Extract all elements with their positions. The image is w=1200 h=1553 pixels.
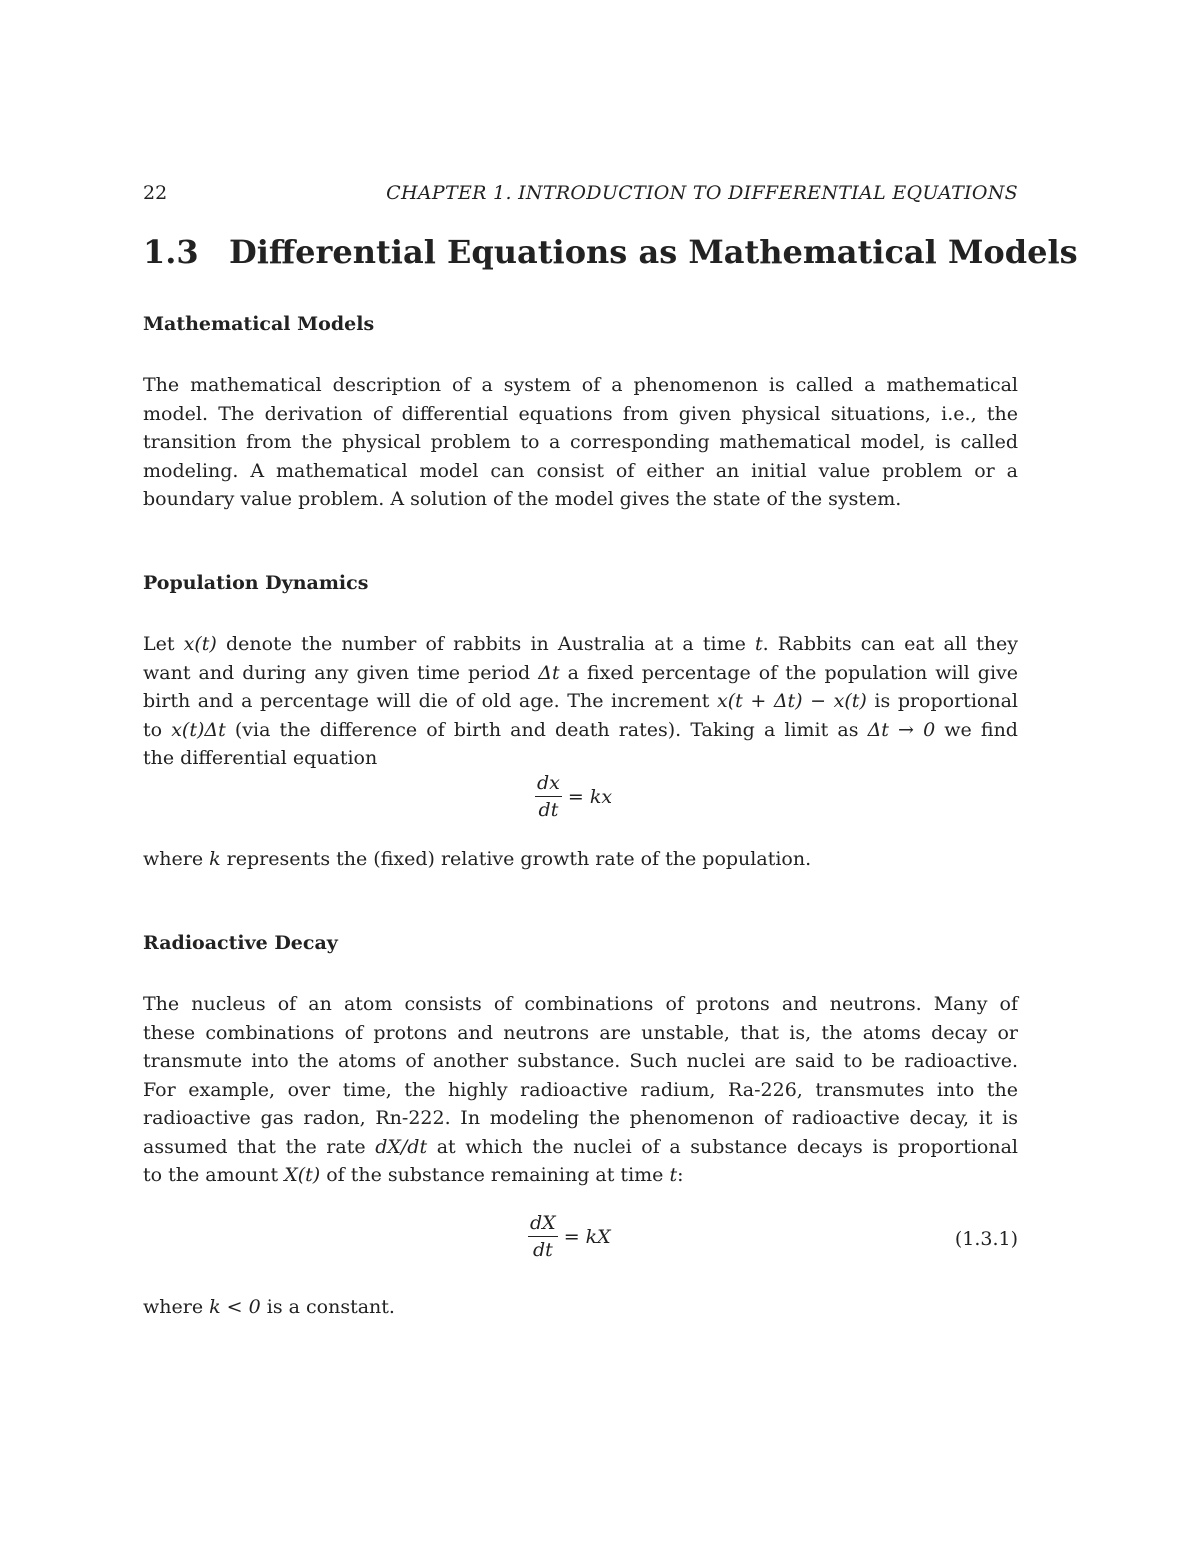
paragraph-line: modeling. A mathematical model can consist of either an initial value problem or a (143, 459, 1018, 482)
paragraph-line: where k < 0 is a constant. (143, 1296, 395, 1318)
paragraph-line: boundary value problem. A solution of the model gives the state of the system. (143, 488, 902, 510)
math-inline: x(t)Δt (171, 718, 226, 741)
equation-rhs: = kX (563, 1225, 611, 1248)
math-inline: x(t) (183, 633, 217, 655)
math-inline: X(t) (284, 1164, 321, 1186)
equation-population (0, 772, 1200, 832)
paragraph-line: transition from the physical problem to a corresponding mathematical model, is called (143, 431, 1018, 453)
paragraph-line: transmute into the atoms of another substance. Such nuclei are said to be radioactive. (143, 1050, 1018, 1072)
paragraph-line: the differential equation (143, 747, 378, 769)
equation-number: (1.3.1) (954, 1228, 1018, 1250)
paragraph-line: The nucleus of an atom consists of combinations of protons and neutrons. Many of (143, 993, 1018, 1015)
paragraph-line: Let x(t) denote the number of rabbits in Australia at a time t. Rabbits can eat all they (143, 633, 1018, 655)
chapter-title: CHAPTER 1. INTRODUCTION TO DIFFERENTIAL EQUATIONS (386, 182, 1018, 204)
math-inline: dX/dt (375, 1135, 428, 1158)
math-inline: x(t + Δt) − x(t) (717, 690, 867, 712)
paragraph-line: birth and a percentage will die of old age. The increment x(t + Δt) − x(t) is proportional (143, 690, 1018, 712)
paragraph-line: For example, over time, the highly radioactive radium, Ra-226, transmutes into the (143, 1078, 1018, 1101)
paragraph-radioactive-decay (143, 990, 1018, 1190)
fraction-denominator: dt (532, 1239, 553, 1261)
page-number: 22 (143, 182, 168, 204)
subsection-heading-radioactive-decay: Radioactive Decay (143, 932, 338, 954)
paragraph-mathematical-models (143, 371, 1018, 514)
fraction-numerator: dx (535, 772, 562, 797)
fraction-numerator: dX (528, 1212, 558, 1237)
paragraph-line: model. The derivation of differential equations from given physical situations, i.e., the (143, 402, 1018, 425)
section-number: 1.3 (143, 233, 199, 271)
math-inline: Δt (538, 661, 560, 684)
paragraph-constant (143, 1293, 1018, 1322)
section-title: Differential Equations as Mathematical Models (229, 233, 1078, 271)
paragraph-line: want and during any given time period Δt a fixed percentage of the population will give (143, 661, 1018, 684)
fraction (535, 772, 562, 821)
equation-rhs: = kx (567, 785, 613, 808)
paragraph-line: The mathematical description of a system of a phenomenon is called a mathematical (143, 374, 1018, 396)
fraction-denominator: dt (538, 799, 559, 821)
subsection-heading-population-dynamics: Population Dynamics (143, 572, 369, 594)
paragraph-growth-rate (143, 845, 1018, 874)
equation-body (535, 772, 612, 821)
paragraph-line: where k represents the (fixed) relative growth rate of the population. (143, 848, 812, 870)
math-inline: Δt → 0 (867, 718, 936, 741)
paragraph-line: to the amount X(t) of the substance remaining at time t: (143, 1164, 684, 1186)
paragraph-line: to x(t)Δt (via the difference of birth and death rates). Taking a limit as Δt → 0 we find (143, 718, 1018, 741)
fraction (528, 1212, 558, 1261)
paragraph-line: these combinations of protons and neutrons are unstable, that is, the atoms decay or (143, 1021, 1018, 1044)
running-head (143, 182, 1018, 212)
math-inline: k < 0 (209, 1296, 261, 1318)
equation-body (528, 1212, 611, 1261)
paragraph-line: assumed that the rate dX/dt at which the nuclei of a substance decays is proportional (143, 1135, 1018, 1158)
subsection-heading-mathematical-models: Mathematical Models (143, 313, 375, 335)
section-heading (143, 233, 1078, 271)
math-inline: t (669, 1164, 678, 1186)
paragraph-line: radioactive gas radon, Rn-222. In modeling the phenomenon of radioactive decay, it is (143, 1107, 1018, 1129)
math-inline: t (754, 633, 763, 655)
equation-decay (0, 1212, 1200, 1272)
paragraph-population-dynamics (143, 630, 1018, 773)
math-inline: k (209, 848, 221, 870)
